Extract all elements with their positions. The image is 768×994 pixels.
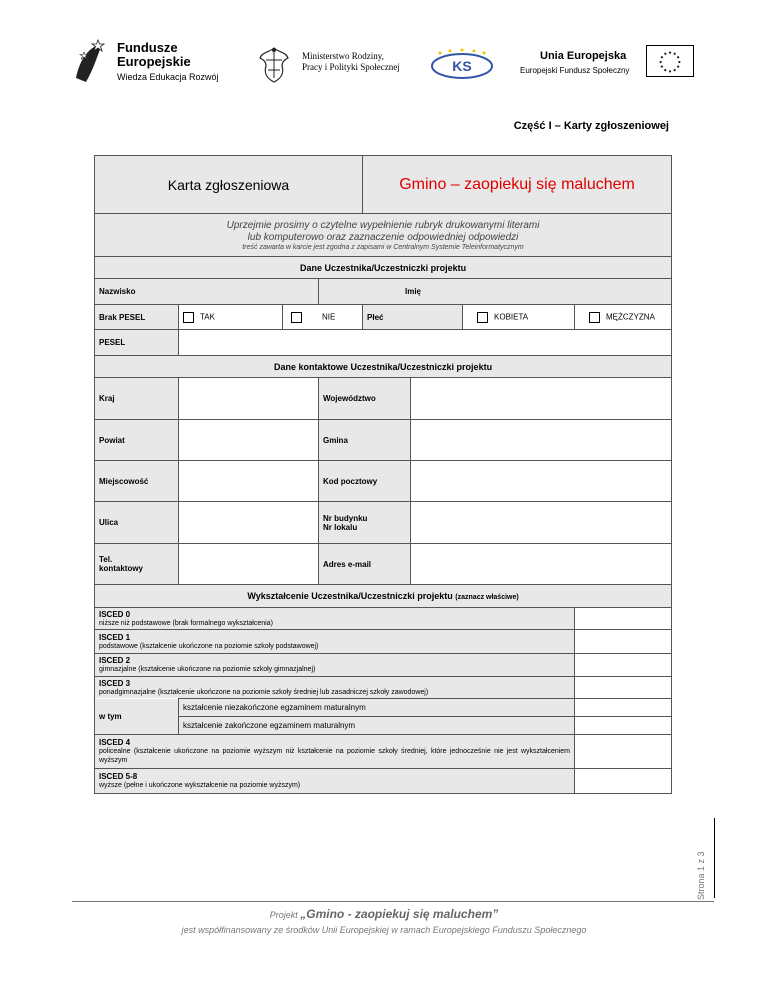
postcode-input[interactable] <box>411 461 672 502</box>
city-label: Miejscowość <box>95 461 179 502</box>
polish-eagle-emblem-icon <box>256 44 292 84</box>
ks-logo-text: KS <box>452 58 472 74</box>
isced1-checkbox[interactable] <box>575 630 672 654</box>
street-label: Ulica <box>95 502 179 544</box>
no-pesel-no-option[interactable]: NIE <box>283 305 363 330</box>
footer-cofinance: jest współfinansowany ze środków Unii Europejskiej w ramach Europejskiego Funduszu Społecznego <box>181 925 587 935</box>
page-number: Strona 1 z 3 <box>696 851 706 900</box>
surname-label: Nazwisko <box>95 279 319 305</box>
unia-europejska-title: Unia Europejska <box>540 50 627 62</box>
district-input[interactable] <box>179 420 319 461</box>
gender-male-option[interactable]: MĘŻCZYZNA <box>575 305 672 330</box>
eu-flag-icon <box>646 45 694 77</box>
fundusze-europejskie-logo-icon <box>72 38 112 84</box>
city-input[interactable] <box>179 461 319 502</box>
firstname-label: Imię <box>319 279 672 305</box>
footer-project: Projekt „Gmino - zaopiekuj się maluchem” <box>269 907 499 921</box>
checkbox-nie[interactable] <box>291 312 302 323</box>
form-intro <box>95 214 672 257</box>
intro-line-3: treść zawarta w karcie jest zgodna z zapisami w Centralnym Systemie Teleinformatycznym <box>242 243 524 251</box>
isced0-checkbox[interactable] <box>575 608 672 630</box>
voivodeship-label: Województwo <box>319 378 411 420</box>
isced3-sub2-label: kształcenie zakończone egzaminem maturalnym <box>179 717 575 735</box>
pesel-input[interactable] <box>179 330 672 356</box>
isced3-row: ISCED 3 ponadgimnazjalne (kształcenie ukończone na poziomie szkoły średniej lub zasadniczej szkoły zawodowej) <box>95 677 575 699</box>
building-apartment-label: Nr budynku Nr lokalu <box>319 502 411 544</box>
unia-europejska-subtitle: Europejski Fundusz Społeczny <box>520 66 630 75</box>
isced3-sub2-checkbox[interactable] <box>575 717 672 735</box>
postcode-label: Kod pocztowy <box>319 461 411 502</box>
isced58-checkbox[interactable] <box>575 769 672 794</box>
street-input[interactable] <box>179 502 319 544</box>
form-title: Karta zgłoszeniowa <box>95 156 363 214</box>
isced2-row: ISCED 2 gimnazjalne (kształcenie ukończone na poziomie szkoły gimnazjalnej) <box>95 654 575 677</box>
voivodeship-input[interactable] <box>411 378 672 420</box>
country-input[interactable] <box>179 378 319 420</box>
section-title: Część I – Karty zgłoszeniowej <box>513 120 669 132</box>
education-section-header: Wykształcenie Uczestnika/Uczestniczki projektu (zaznacz właściwe) <box>95 585 672 608</box>
no-pesel-label: Brak PESEL <box>95 305 179 330</box>
country-label: Kraj <box>95 378 179 420</box>
intro-line-1: Uprzejmie prosimy o czytelne wypełnienie rubryk drukowanymi literami <box>226 219 540 231</box>
contact-section-header: Dane kontaktowe Uczestnika/Uczestniczki projektu <box>95 356 672 378</box>
isced1-row: ISCED 1 podstawowe (kształcenie ukończone na poziomie szkoły podstawowej) <box>95 630 575 654</box>
email-label: Adres e-mail <box>319 544 411 585</box>
checkbox-mezczyzna[interactable] <box>589 312 600 323</box>
side-divider <box>714 818 715 898</box>
fundusze-europejskie-subtitle: Wiedza Edukacja Rozwój <box>117 72 219 82</box>
gender-female-option[interactable]: KOBIETA <box>463 305 575 330</box>
commune-label: Gmina <box>319 420 411 461</box>
ks-logo-icon <box>428 48 496 80</box>
footer-divider <box>72 901 714 902</box>
isced0-row: ISCED 0 niższe niż podstawowe (brak formalnego wykształcenia) <box>95 608 575 630</box>
phone-input[interactable] <box>179 544 319 585</box>
phone-label: Tel. kontaktowy <box>95 544 179 585</box>
isced3-sub1-checkbox[interactable] <box>575 699 672 717</box>
email-input[interactable] <box>411 544 672 585</box>
isced3-sub1-label: kształcenie niezakończone egzaminem maturalnym <box>179 699 575 717</box>
building-apartment-input[interactable] <box>411 502 672 544</box>
intro-line-2: lub komputerowo oraz zaznaczenie odpowiedniej odpowiedzi <box>247 231 519 243</box>
project-title: Gmino – zaopiekuj się maluchem <box>363 156 672 214</box>
ministry-name: Ministerstwo Rodziny, Pracy i Polityki Społecznej <box>302 51 400 72</box>
isced58-row: ISCED 5-8 wyższe (pełne i ukończone wykształcenie na poziomie wyższym) <box>95 769 575 794</box>
fundusze-europejskie-title: Fundusze Europejskie <box>117 40 191 69</box>
isced2-checkbox[interactable] <box>575 654 672 677</box>
isced3-wtym-label: w tym <box>95 699 179 735</box>
isced4-row: ISCED 4 policealne (kształcenie ukończone na poziomie wyższym niż kształcenie na poziomie szkoły średniej, które jednocześnie nie jest wykształceniem wyższym <box>95 735 575 769</box>
checkbox-kobieta[interactable] <box>477 312 488 323</box>
checkbox-tak[interactable] <box>183 312 194 323</box>
isced3-checkbox[interactable] <box>575 677 672 699</box>
no-pesel-yes-option[interactable]: TAK <box>179 305 283 330</box>
registration-form <box>94 155 672 794</box>
participant-section-header: Dane Uczestnika/Uczestniczki projektu <box>95 257 672 279</box>
pesel-label: PESEL <box>95 330 179 356</box>
district-label: Powiat <box>95 420 179 461</box>
isced4-checkbox[interactable] <box>575 735 672 769</box>
gender-label: Płeć <box>363 305 463 330</box>
commune-input[interactable] <box>411 420 672 461</box>
